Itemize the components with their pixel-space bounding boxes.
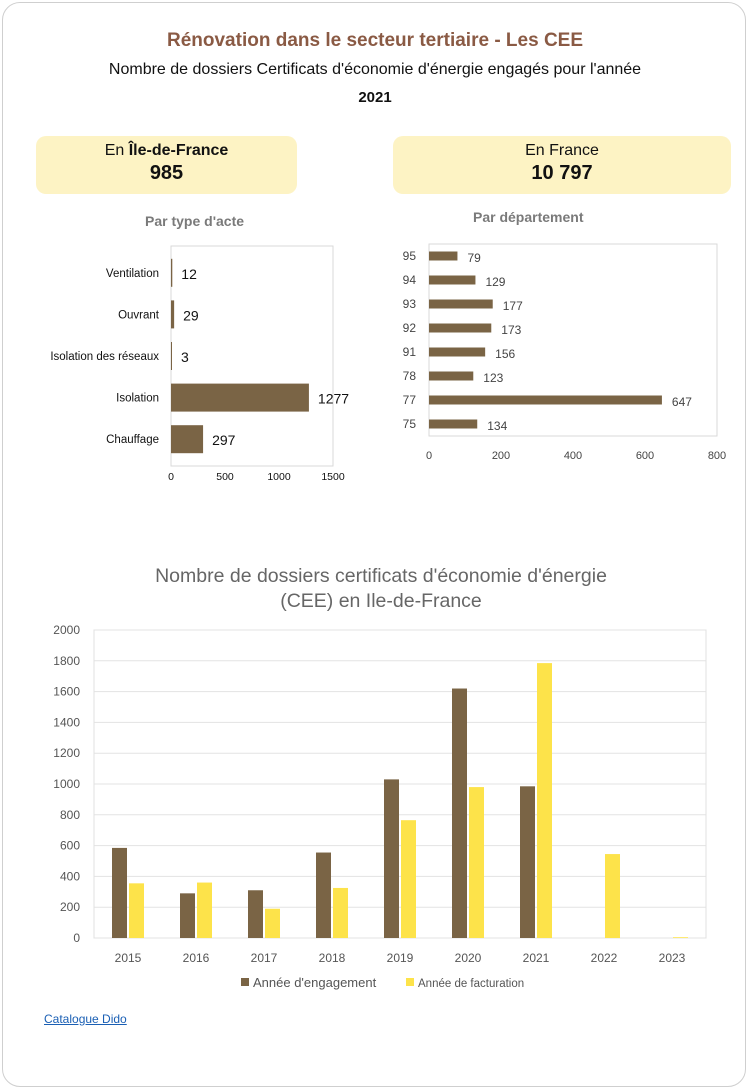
legend-swatch (406, 978, 414, 986)
catalogue-dido-link[interactable]: Catalogue Dido (44, 1012, 127, 1026)
chart-type-title: Par type d'acte (145, 213, 245, 229)
tick-label: 1500 (321, 471, 345, 483)
x-tick-label: 2021 (522, 951, 550, 965)
y-tick-label: 600 (59, 838, 80, 853)
kpi-label (36, 142, 297, 160)
y-tick-label: 400 (59, 869, 80, 884)
bar (171, 300, 174, 328)
y-tick-label: 0 (73, 931, 80, 945)
bar (129, 883, 144, 938)
tick-label: 0 (168, 471, 174, 483)
category-label: Chauffage (106, 434, 159, 447)
x-tick-label: 2017 (250, 951, 278, 965)
kpi-label-bold: Île-de-France (128, 142, 229, 159)
page-subtitle: Nombre de dossiers Certificats d'économie d'énergie engagés pour l'année (108, 61, 642, 78)
category-label: 95 (402, 249, 416, 263)
x-tick-label: 2015 (114, 951, 142, 965)
data-label: 123 (483, 371, 504, 385)
category-label: 93 (402, 297, 416, 311)
bar (429, 324, 491, 333)
legend-label: Année d'engagement (253, 975, 377, 990)
y-tick-label: 1600 (53, 684, 80, 699)
kpi-value: 10 797 (531, 162, 593, 184)
kpi-france (393, 136, 731, 194)
page-title: Rénovation dans le secteur tertiaire - Les CEE (166, 30, 584, 51)
category-label: Ventilation (105, 267, 159, 280)
bar (429, 300, 493, 309)
x-tick-label: 2022 (590, 951, 618, 965)
bar (265, 909, 280, 938)
data-label: 156 (495, 347, 516, 361)
bar (384, 779, 399, 938)
data-label: 647 (671, 395, 692, 409)
bar (520, 786, 535, 938)
bar (429, 348, 485, 357)
x-tick-label: 2023 (658, 951, 686, 965)
data-label: 3 (181, 349, 189, 365)
category-label: 92 (402, 321, 416, 335)
page-year: 2021 (358, 89, 392, 106)
category-label: Isolation des réseaux (50, 351, 159, 363)
y-tick-label: 1400 (53, 715, 80, 730)
bar (401, 820, 416, 938)
tick-label: 0 (425, 450, 433, 462)
kpi-label-prefix: En (104, 142, 129, 159)
data-label: 29 (183, 307, 199, 324)
y-tick-label: 1800 (53, 653, 80, 668)
tick-label: 800 (707, 450, 727, 462)
bar (180, 893, 195, 938)
data-label: 297 (212, 432, 236, 449)
chart-dept-title: Par département (473, 209, 584, 225)
category-label: 91 (402, 345, 416, 359)
tick-label: 400 (563, 450, 583, 462)
category-label: Isolation (116, 392, 159, 405)
tick-label: 1000 (267, 471, 291, 483)
y-tick-label: 2000 (53, 623, 80, 637)
category-label: 77 (402, 393, 416, 407)
bar (673, 937, 688, 938)
legend-label: Année de facturation (418, 978, 525, 990)
bar (452, 689, 467, 938)
data-label: 177 (502, 299, 523, 313)
tick-label: 600 (635, 450, 655, 462)
tick-label: 200 (491, 450, 511, 462)
category-label: 94 (402, 273, 416, 287)
bar (248, 890, 263, 938)
category-label: 78 (402, 369, 416, 383)
bar (605, 854, 620, 938)
chart-departement (380, 235, 745, 465)
bar (171, 425, 203, 453)
kpi-ile-de-france (36, 136, 297, 194)
bar (537, 663, 552, 938)
x-tick-label: 2016 (182, 951, 210, 965)
bar (469, 787, 484, 938)
bar (429, 252, 457, 261)
data-label: 173 (501, 323, 522, 337)
category-label: 75 (402, 417, 416, 431)
y-tick-label: 1200 (53, 746, 80, 761)
data-label: 129 (485, 275, 506, 289)
data-label: 1277 (317, 390, 350, 407)
category-label: Ouvrant (118, 309, 159, 322)
bar (429, 420, 477, 429)
bar (197, 883, 212, 938)
bar (333, 888, 348, 938)
bar (429, 372, 473, 381)
chart-type-acte (0, 235, 370, 490)
kpi-label-prefix: En France (525, 142, 599, 159)
bar (171, 259, 172, 287)
tick-label: 500 (216, 471, 234, 483)
y-tick-label: 1000 (53, 777, 80, 791)
kpi-value: 985 (149, 162, 184, 184)
bar (171, 384, 309, 412)
y-tick-label: 800 (59, 807, 80, 822)
y-tick-label: 200 (59, 900, 80, 915)
legend-swatch (241, 978, 249, 986)
bar (112, 848, 127, 938)
chart-title-line: Nombre de dossiers certificats d'économie d'énergie (155, 565, 607, 587)
bar (429, 396, 662, 405)
x-tick-label: 2019 (386, 951, 414, 965)
data-label: 134 (487, 419, 508, 433)
x-tick-label: 2020 (454, 951, 482, 965)
x-tick-label: 2018 (318, 951, 346, 965)
bar (171, 342, 172, 370)
data-label: 12 (181, 265, 197, 282)
chart-cee-idf (0, 555, 750, 1000)
kpi-label (393, 142, 731, 160)
chart-title-line: (CEE) en Ile-de-France (280, 590, 482, 612)
bar (316, 853, 331, 938)
data-label: 79 (467, 251, 481, 265)
bar (429, 276, 475, 285)
